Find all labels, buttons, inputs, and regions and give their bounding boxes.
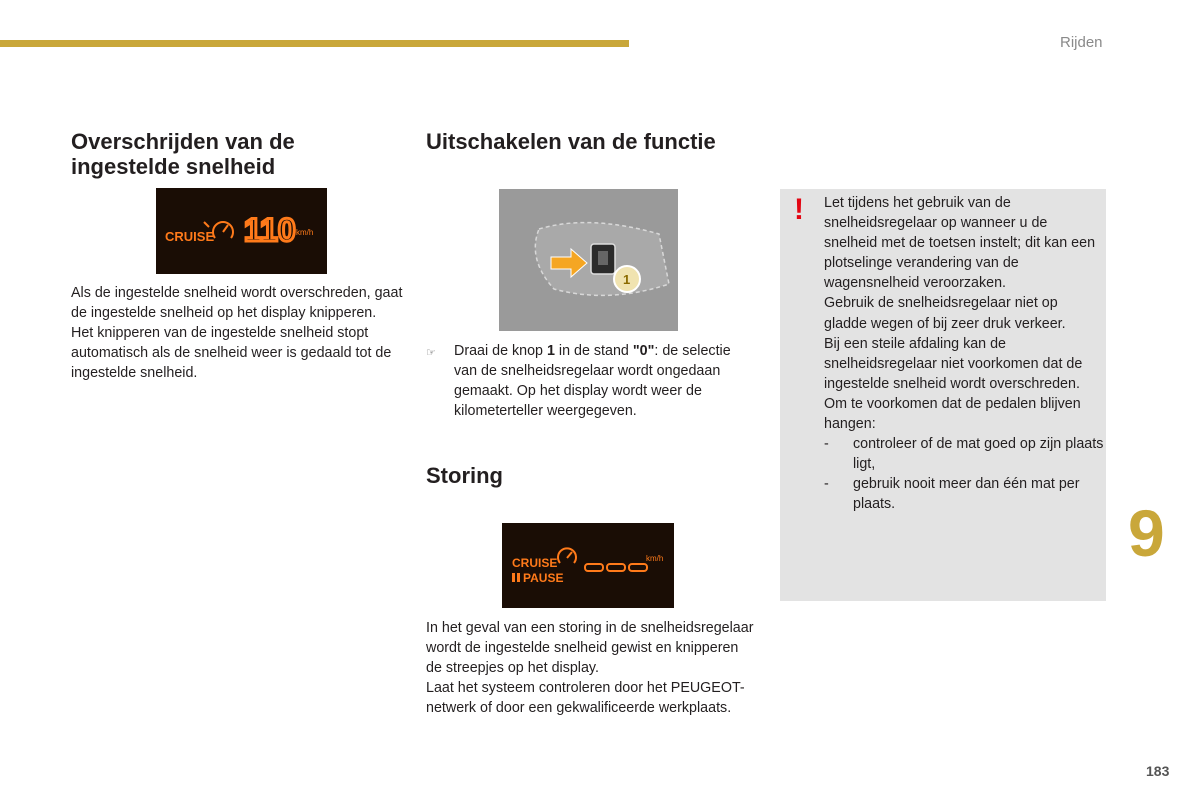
speedometer-icon — [558, 548, 576, 563]
cruise-speed-display — [156, 188, 327, 274]
warning-box — [780, 189, 1106, 601]
cruise-label: CRUISE — [165, 229, 215, 244]
speed-unit: km/h — [646, 554, 664, 563]
warning-paragraph-2: Gebruik de snelheidsregelaar niet op gladde wegen of bij zeer druk verkeer. — [824, 295, 1066, 332]
speed-dash — [607, 564, 625, 571]
warning-list-item: - gebruik nooit meer dan één mat per plaats. — [824, 476, 1080, 513]
overspeed-paragraph-1: Als de ingestelde snelheid wordt overschreden, gaat de ingestelde snelheid op het display knipperen. — [71, 285, 403, 321]
fault-paragraph-2: Laat het systeem controleren door het PEUGEOT-netwerk of door een gekwalificeerde werkplaats. — [426, 680, 745, 716]
section-title: Rijden — [1060, 34, 1103, 51]
overspeed-text — [71, 283, 403, 383]
warning-paragraph-4: Om te voorkomen dat de pedalen blijven hangen: — [824, 395, 1081, 433]
stalk-photo — [499, 189, 678, 331]
speed-unit: km/h — [296, 228, 314, 237]
pause-label: PAUSE — [523, 571, 564, 585]
warning-paragraph-3: Bij een steile afdaling kan de snelheidsregelaar niet voorkomen dat de ingestelde snelheid wordt overschreden. — [824, 335, 1083, 392]
speed-dash — [585, 564, 603, 571]
cruise-label: CRUISE — [512, 556, 558, 570]
instruction-post: : de selectie van de snelheidsregelaar wordt ongedaan gemaakt. Op het display wordt weer de kilometerteller weergegeven. — [454, 343, 731, 419]
overspeed-heading-line1: Overschrijden van de — [71, 129, 295, 154]
deactivate-instruction — [426, 341, 746, 421]
cruise-pause-display — [502, 523, 674, 608]
page-number: 183 — [1146, 763, 1170, 779]
warning-paragraph-1: Let tijdens het gebruik van de snelheidsregelaar op wanneer u de snelheid met de toetsen instelt; dit kan een plotselinge verandering van de wagensnelheid veroorzaken. — [824, 195, 1096, 292]
knob-position: "0" — [632, 343, 655, 359]
overspeed-paragraph-2: Het knipperen van de ingestelde snelheid stopt automatisch als de snelheid weer is gedaald tot de ingestelde snelheid. — [71, 325, 392, 381]
overspeed-heading — [71, 129, 391, 180]
warning-text — [824, 193, 1104, 515]
set-speed-digits: 110 — [244, 212, 296, 248]
fault-heading: Storing — [426, 463, 503, 488]
warning-exclamation-icon: ! — [794, 193, 804, 226]
chapter-number: 9 — [1128, 496, 1165, 570]
hand-pointer-icon: ☞ — [426, 347, 436, 359]
callout-number: 1 — [623, 272, 631, 287]
speed-dash — [629, 564, 647, 571]
fault-text — [426, 618, 756, 718]
header-accent-bar — [0, 40, 629, 47]
instruction-pre: Draai de knop — [454, 343, 547, 359]
overspeed-heading-line2: ingestelde snelheid — [71, 154, 276, 180]
pause-icon — [512, 573, 515, 582]
deactivate-heading: Uitschakelen van de functie — [426, 129, 716, 154]
knob-number: 1 — [547, 343, 555, 359]
fault-paragraph-1: In het geval van een storing in de snelheidsregelaar wordt de ingestelde snelheid gewist en knipperen de streepjes op het display. — [426, 620, 754, 676]
instruction-mid: in de stand — [554, 343, 633, 359]
warning-list-item: - controleer of de mat goed op zijn plaats ligt, — [824, 436, 1104, 473]
